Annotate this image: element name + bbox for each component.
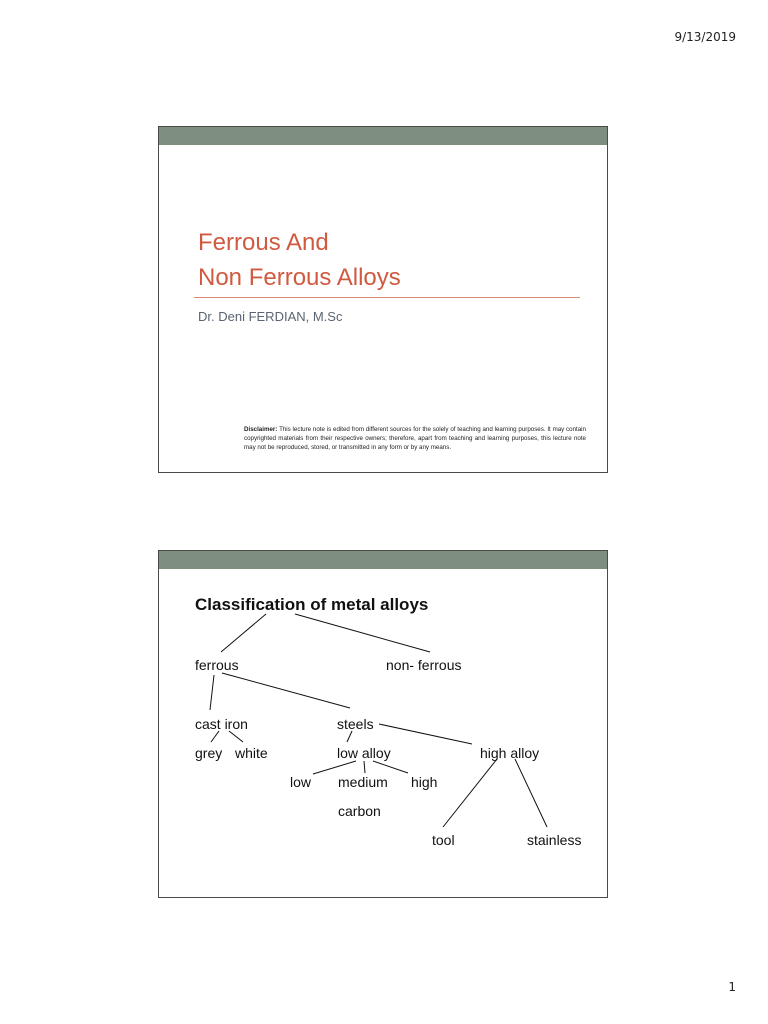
line-castiron-grey [211,731,219,742]
line-lowalloy-high [373,761,408,773]
line-root-ferrous [221,614,266,652]
slide-header-bar [159,127,607,145]
node-low-alloy: low alloy [337,745,391,761]
line-root-nonferrous [295,614,430,652]
node-steels: steels [337,716,374,732]
line-ferrous-castiron [210,675,214,710]
slide-classification [158,550,608,898]
node-grey: grey [195,745,223,761]
line-highalloy-tool [443,759,497,827]
node-medium: medium [338,774,388,790]
line-lowalloy-low [313,761,356,774]
slide-main-title [198,225,401,295]
line-castiron-white [229,731,243,742]
line-ferrous-steels [222,673,350,708]
page-date: 9/13/2019 [674,30,736,44]
slide-heading: Classification of metal alloys [195,595,429,614]
node-non-ferrous: non- ferrous [386,657,462,673]
title-divider [194,297,580,298]
author-name: Dr. Deni FERDIAN, M.Sc [198,309,343,324]
title-line-1: Ferrous And [198,229,329,256]
node-tool: tool [432,832,455,848]
node-high: high [411,774,438,790]
node-high-alloy: high alloy [480,745,540,761]
line-steels-highalloy [379,724,472,744]
disclaimer-text: This lecture note is edited from different sources for the solely of teaching and learning purposes. It may contain copyrighted materials from their respective owners; therefore, apart from teaching and learning purposes, this lecture note may not be reproduced, stored, or transmitted in any form or by any means. [244,426,586,451]
slide-title [158,126,608,473]
disclaimer [244,425,586,452]
node-white: white [235,745,268,761]
line-lowalloy-medium [364,761,365,773]
page-number: 1 [728,980,736,994]
title-line-2: Non Ferrous Alloys [198,264,401,291]
node-carbon: carbon [338,803,381,819]
node-ferrous: ferrous [195,657,239,673]
disclaimer-label: Disclaimer: [244,426,278,433]
line-highalloy-stainless [515,759,547,827]
node-cast-iron: cast iron [195,716,248,732]
node-low: low [290,774,312,790]
node-stainless: stainless [527,832,582,848]
line-steels-lowalloy [347,731,352,742]
